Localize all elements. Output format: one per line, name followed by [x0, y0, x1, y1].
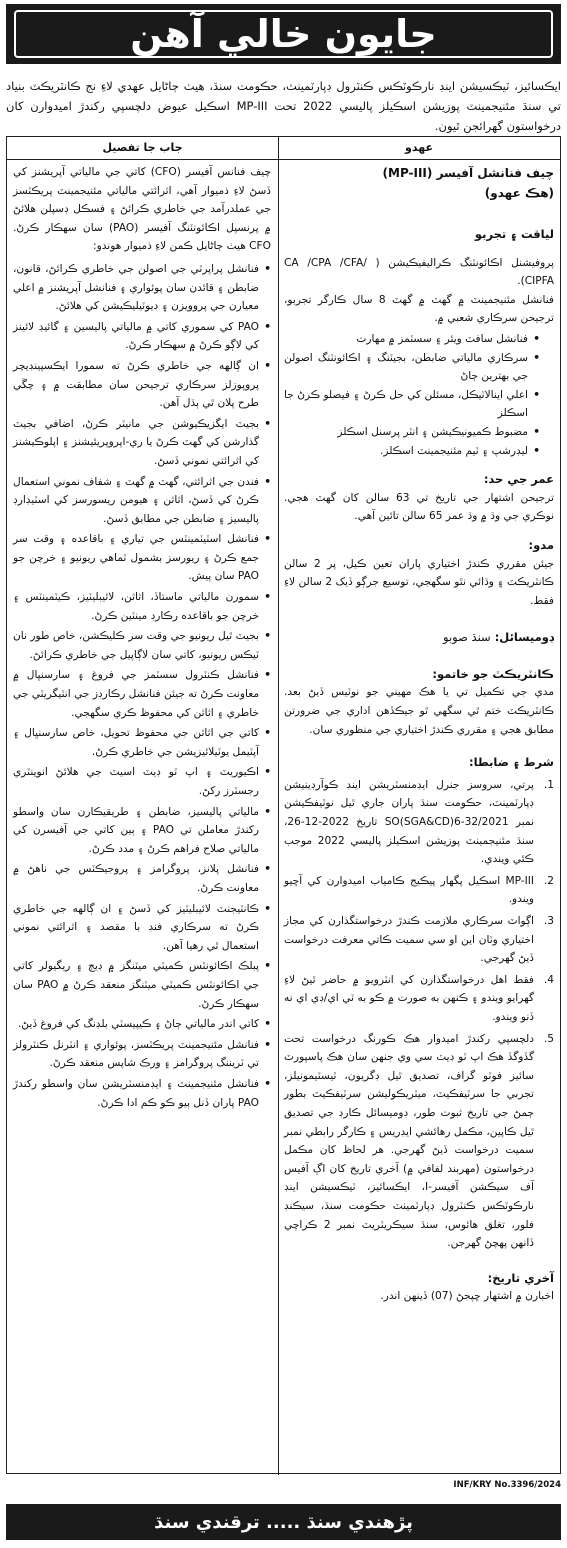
list-item: • اڪيوريٽ ۽ اپ ٽو ڊيٽ اسيٽ جي هلائڻ انوينٽري رجسٽرز رکڻ. [13, 763, 271, 800]
list-item: • سمورن مالياتي ماستاڏ، اثاثن، لائيبليٽيز، ڪيٽمينٽس ۽ خرچن جو باقاعده رڪارڊ مينٽين ڪرڻ. [13, 588, 271, 625]
contract-end-heading: ڪانٽريڪٽ جو خاتمو: [432, 666, 554, 681]
title-frame [14, 10, 553, 58]
terms-list [284, 776, 554, 1253]
deadline-heading: آخري تاريخ: [487, 1270, 554, 1285]
advertisement-page [6, 4, 561, 1542]
domicile-heading: ڊوميسائل: [494, 630, 554, 645]
list-item: • بجيٽ ٿيل ريونيو جي وقت سر ڪليڪشن، خاص طور نان ٽيڪس ريونيو، کاتي سان لاڳاپيل جي خاطري ڪرائڻ. [13, 627, 271, 664]
list-item: • فندن جي اثرائتي، گهٽ ۾ گهٽ ۽ شفاف نموني استعمال ڪرڻ کي ڏسڻ، اثاثن ۽ هيومن ريسورسز کي اسٽيڊارڊ پاليسيز ۽ ضابطن جي مطابق ڏسڻ. [13, 473, 271, 529]
list-item [284, 1030, 554, 1253]
term-text: فقط اهل درخواستگذارن کي انٽرويو ۾ حاضر ٿيڻ لاءِ گهرايو ويندو ۽ ڪنهن به صورت ۾ ڪو به ٽي اي/ڊي اي نه ڏنو ويندو. [284, 973, 534, 1023]
term-number: 1. [543, 778, 554, 791]
list-item: • مالياتي پاليسيز، ضابطن ۽ طريقيڪارن سان واسطو رکندڙ معاملن تي PAO ۽ ٻين کاتي جي آفيسرن کي مالياتي صلاح فراهم ڪرڻ ۽ مدد ڪرڻ. [13, 803, 271, 859]
term-number: 3. [543, 915, 554, 927]
term-number: 4. [543, 973, 554, 986]
list-item: • ان ڳالهه جي خاطري ڪرڻ ته سمورا ايڪسپينڊيچر پروپوزلز سرڪاري ترجيحن سان مطابقت ۾ ۽ چڱي طرح پلان ٿي ٻڌل آهن. [13, 357, 271, 413]
list-item: • کاتي اندر مالياتي ڄاڻ ۽ ڪيپيسٽي بلڊنگ کي فروغ ڏيڻ. [13, 1015, 271, 1034]
list-item: • فنانشل اسٽيٽمينٽس جي تياري ۽ باقاعده ۽ وقت سر جمع ڪرڻ ۽ ريورسز بشمول ٽماهي ريونيو ۽ خرچن جو PAO سان پيش. [13, 530, 271, 586]
age-limit-heading: عمر جي حد: [483, 472, 554, 487]
list-item: • پبلڪ اڪائونٽس ڪميٽي ميٽنگز ۾ ڊيڄ ۽ ريگيولر کاتي جي اڪائونٽس ڪميٽي ميٽنگز منعقد ڪرڻ ۾ PAO سان سهڪار ڪرڻ. [13, 957, 271, 1013]
post-count: (هڪ عهدو) [484, 186, 554, 200]
domicile-row [284, 628, 554, 647]
term-heading: مدو: [528, 537, 554, 552]
intro-paragraph: ايڪسائيز، ٽيڪسيشن اينڊ نارڪوٽڪس ڪنٽرول ڊپارٽمينٽ، حڪومت سنڌ، هيٺ ڄاڻايل عهدي لاءِ نج ڪانٽريڪٽ بنياد تي سنڌ مئنيجمينٽ پوزيشن اسڪيلز پاليسي 2022 تحت MP-III اسڪيل عيوض دلچسپي رکندڙ اميدوارن کان درخواستون گهرائجن ٿيون. [6, 79, 561, 133]
list-item [284, 971, 554, 1027]
term-text: پرتي، سروسز جنرل ايڊمنسٽريشن اينڊ ڪوآرڊينيشن ڊپارٽمينٽ، حڪومت سنڌ پاران جاري ٿيل نوٽيفڪيشن نمبر SO(SGA&CD)6-32/2021 تاريخ 2022-12-26، سنڌ مئنيجمينٽ پوزيشن اسڪيلز پاليسي 2022 موجب ڪئي ويندي. [284, 778, 534, 866]
list-item: • فنانشل مئنيجمينٽ پريڪٽسز، پوئواري ۽ انٽرنل ڪنٽرولز تي ٽريننگ پروگرامز ۽ ورڪ شاپس منعقد ڪرڻ. [13, 1036, 271, 1073]
list-item: • فنانشل ڪنٽرول سسٽمز جي فروغ ۽ سارسنڀال ۾ معاونت ڪرڻ ته جيئن فنانشل رڪارڊز جي انٽيگريٽي جي خاطري ۽ اثاثن کي محفوظ ڪري سگهجي. [13, 666, 271, 722]
deadline-text: اخبارن ۾ اشتهار ڇپجڻ (07) ڏينهن اندر. [380, 1290, 554, 1303]
list-item: • کاتي جي اثاثن جي محفوظ تحويل، خاص سارسنڀال ۽ آپٽيمل يوٽيلائيزيشن جي خاطري ڪرڻ. [13, 724, 271, 761]
qualification-heading: لياقت ۽ تجربو [474, 227, 554, 241]
footer-slogan-banner [6, 1504, 561, 1540]
skills-list [284, 330, 540, 460]
term-number: 2. [543, 874, 554, 887]
post-details-column [284, 163, 554, 1306]
table-header-row [7, 137, 560, 160]
term-text: جيئن مقرري ڪندڙ اختياري پاران تعين ڪيل، پر 2 سالن ڪانٽريڪٽ ۽ وڌائي نٿو سگهجي، توسيع جرڳو ڏيک 2 سالن لاءِ فقط. [284, 557, 555, 607]
qualification-text: پروفيشنل اڪائونٽنگ ڪراليفيڪيشن ( CA /CPA /CFA/ CIPFA). [284, 256, 554, 288]
list-item: • فنانشل پلانز، پروگرامز ۽ پروجيڪٽس جي ناهڻ ۾ معاونت ڪرڻ. [13, 860, 271, 897]
duties-intro: چيف فنانس آفيسر (CFO) کاتي جي مالياتي آپريشنز کي ڏسڻ لاءِ ذميوار آهي، اثرائتي مالياتي مئنيجمينٽ پريڪٽسز جي عملدرآمد جي خاطري ڪرائڻ ۽ فسڪل ڊسپلن هلائڻ ۾ پرنسپل اڪائونٽنگ آفيسر (PAO) سان سهڪار ڪرڻ. CFO هيٺ ڄاڻايل ڪمن لاءِ ذميوار هوندو: [13, 166, 272, 253]
domicile-text: سنڌ صوبو [443, 630, 491, 645]
list-item: • ڪانٽيجنٽ لائيبليٽيز کي ڏسڻ ۽ ان ڳالهه جي خاطري ڪرڻ ته سرڪاري فنڊ با مقصد ۽ اثرائتي نموني استعمال ٿي رهيا آهن. [13, 900, 271, 956]
list-item: • فنانشل پراپرٽي جي اصولن جي خاطري ڪرائڻ، قانون، ضابطن ۽ قائدن سان پوئواري ۽ فنانشل آپريشنز ۾ اعلي معيارن جي پروويزن ۽ ڊيوٽيليڪيشن کي هلائڻ. [13, 260, 271, 316]
job-duties-column [13, 163, 271, 1114]
advertisement-title-banner [6, 4, 561, 64]
experience-text: فنانشل مئنيجمينٽ ۾ گهٽ ۾ گهٽ 8 سال ڪارگر تجربو، ترجيحن سرڪاري شعبي ۾. [284, 293, 554, 325]
list-item [284, 776, 554, 869]
list-item [284, 872, 554, 909]
post-column-header: عهدو [405, 141, 433, 154]
reference-number: INF/KRY No.3396/2024 [453, 1480, 561, 1490]
post-title: چيف فنانشل آفيسر (MP-III) [382, 166, 554, 180]
list-item [284, 912, 554, 968]
list-item: • فنانشل سافٽ ويئر ۽ سسٽمز ۾ مهارت [284, 330, 540, 349]
terms-heading: شرط ۽ ضابطا: [468, 755, 554, 770]
list-item: • بجيٽ ايگزيڪيوشن جي مانيٽر ڪرڻ، اضافي بجيٽ گذارشن کي گهٽ ڪرڻ يا ري-اپروپريئيشنز ۽ اپلوڪيشنز کي اثرائتي نموني ڏسڻ. [13, 415, 271, 471]
job-table [6, 136, 561, 1474]
list-item: • PAO کي سموري کاتي ۾ مالياتي پاليسين ۽ گائيڊ لائينز کي لاڳو ڪرڻ ۾ سهڪار ڪرڻ. [13, 318, 271, 355]
age-limit-text: ترجيحن اشتهار جي تاريخ تي 63 سالن کان گهٽ هجي. نوڪري جي وڌ ۾ وڌ عمر 65 سالن تائين آهي. [284, 491, 554, 523]
list-item: • مضبوط ڪميونيڪيشن ۽ انٽر پرسنل اسڪلز [284, 423, 540, 442]
footer-slogan: پڙهندي سنڌ ..... ترقندي سنڌ [154, 1511, 413, 1533]
list-item: • فنانشل مئنيجمينٽ ۽ ايڊمنسٽريشن سان واسطو رکندڙ PAO پاران ڏنل ٻيو ڪو ڪم ادا ڪرڻ. [13, 1075, 271, 1112]
contract-end-text: مدي جي تڪميل تي يا هڪ مهيني جو نوٽيس ڏيڻ بعد. ڪانٽريڪٽ ختم ٿي سگهي ٿو جيڪڏهن اداري جي ضرورتن مطابق هجي ۽ مقرري ڪندڙ اختياري جي منظوري سان. [284, 686, 554, 736]
term-text: دلچسپي رکندڙ اميدوار هڪ ڪورنگ درخواست تحت گڏوگڏ هڪ اپ ٽو ڊيٽ سي وي جنهن سان هڪ پاسپورٽ سائيز فوٽو گراف، تصديق ٿيل ڊگريون، ٽيسٽيمونيلز، تجربي جا سرٽيفڪيٽ، ميٽريڪوليشن سرٽيفڪيٽ بطور ڄمڻ جي تاريخ ثبوت طور، ڊوميسائل ڪارڊ جي تصديق ٿيل ڪاپين، مڪمل رهائشي ايڊريس ۽ ڪارگر رابطي نمبر سميت درخواست ڏيڻ گهرجي. هر لحاظ کان مڪمل درخواستون (مهربند لفافي ۾) آخري تاريخ کان اڳ آفيس آف سيڪشن آفيسر-I، ايڪسائيز، ٽيڪسيشن اينڊ نارڪوٽڪس ڪنٽرول ڊپارٽمينٽ حڪومت سنڌ، سيڪنڊ فلور، تغلق هائوس، سنڌ سيڪريٽريٽ نمبر 2 ڪراچي ڏانهن پهچڻ گهرجن. [284, 1032, 534, 1250]
term-text: اڳواٽ سرڪاري ملازمت ڪندڙ درخواستگذارن کي مجاز اختياري وٽان اين او سي سميت ڪاتي معرفت درخواست ڏيڻ گهرجي. [284, 915, 534, 965]
list-item: • ليڊرشپ ۽ ٽيم مئنيجمينٽ اسڪلز. [284, 442, 540, 461]
advertisement-title: جايون خالي آهن [130, 12, 437, 56]
list-item: • اعلي اينالاٽيڪل، مسئلن کي حل ڪرڻ ۽ فيصلو ڪرڻ جا اسڪلز [284, 386, 540, 423]
column-divider [278, 137, 279, 1475]
term-number: 5. [543, 1032, 554, 1045]
duties-column-header: جاب جا تفصيل [102, 141, 183, 154]
term-text: MP-III اسڪيل پگهار پيڪيج ڪامياب اميدوارن کي آڇيو ويندو. [284, 874, 534, 906]
list-item: • سرڪاري مالياتي ضابطن، بجيٽنگ ۽ اڪائونٽنگ اصولن جي بهترين ڄاڻ [284, 349, 540, 386]
